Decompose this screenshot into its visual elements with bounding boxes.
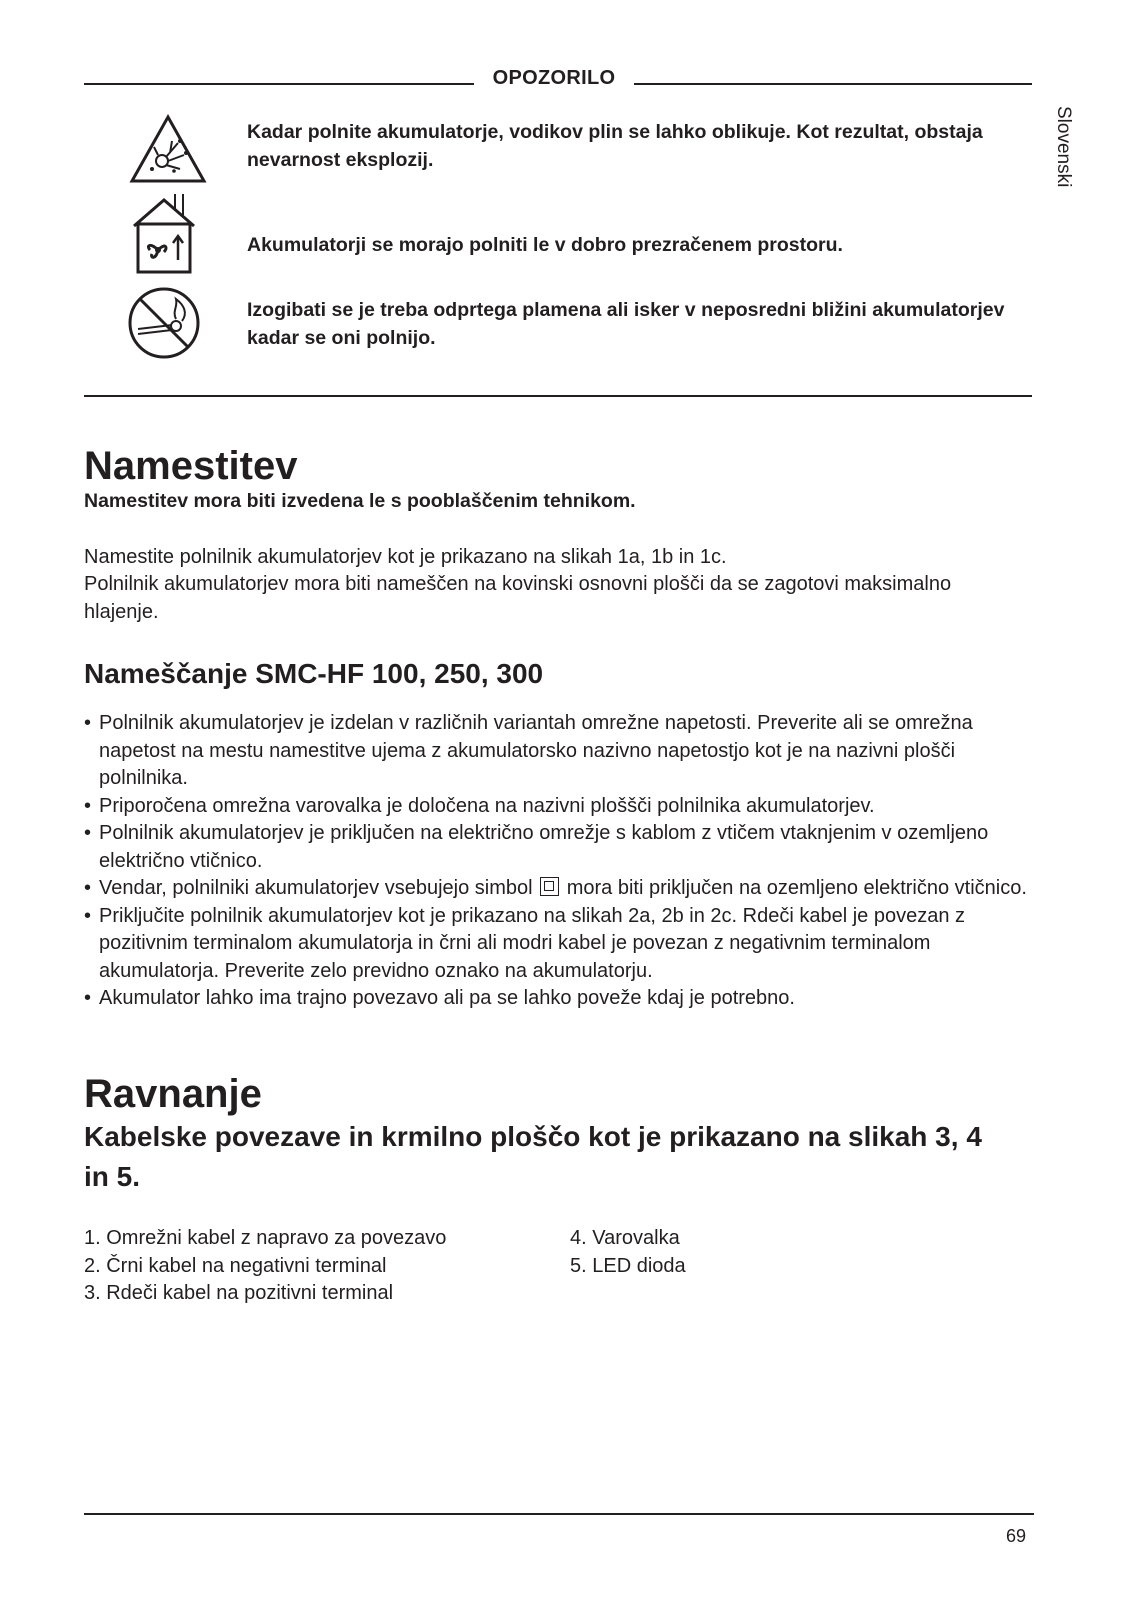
installation-heading: Namestitev [84, 444, 298, 488]
page-number: 69 [1006, 1526, 1027, 1546]
installation-subheading: Namestitev mora biti izvedena le s pooblaščenim tehnikom. [84, 490, 636, 512]
installation-paragraph-line2: Polnilnik akumulatorjev mora biti nameščen na kovinski osnovni plošči da se zagotovi maksimalno hlajenje. [84, 573, 952, 623]
mounting-heading: Nameščanje SMC-HF 100, 250, 300 [84, 658, 544, 689]
list-item: • Polnilnik akumulatorjev je izdelan v različnih variantah omrežne napetosti. Preverite ali se omrežna napetost na mestu namestitve ujema z akumulatorsko nazivno napetostjo kot je na nazivni plošči polnilnika. [84, 710, 1044, 793]
alignment-heading: Ravnanje [84, 1072, 262, 1116]
list-item: • Priporočena omrežna varovalka je določena na nazivni ploššči polnilnika akumulatorjev. [84, 793, 1044, 821]
explosion-warning-icon [128, 113, 208, 190]
list-item: 3. Rdeči kabel na pozitivni terminal [84, 1282, 394, 1304]
alignment-left-list [84, 1225, 446, 1308]
language-tab: Slovenski [1053, 106, 1074, 188]
installation-paragraph-line1: Namestite polnilnik akumulatorjev kot je prikazano na slikah 1a, 1b in 1c. [84, 546, 727, 568]
warning-top-rule-right [634, 83, 1032, 85]
warning-top-rule-left [84, 83, 474, 85]
list-item: 4. Varovalka [570, 1227, 680, 1249]
list-item: • Polnilnik akumulatorjev je priključen na električno omrežje s kablom z vtičem vtaknjenim v ozemljeno električno vtičnico. [84, 820, 1044, 875]
list-item [84, 875, 1044, 903]
warning-bottom-rule [84, 395, 1032, 397]
warning-text-ventilation: Akumulatorji se morajo polniti le v dobro prezračenem prostoru. [247, 234, 843, 256]
alignment-subheading: Kabelske povezave in krmilno ploščo kot je prikazano na slikah 3, 4 in 5. [84, 1121, 982, 1192]
ventilation-house-icon [128, 190, 200, 281]
no-open-flame-icon [126, 285, 202, 366]
list-item: • Priključite polnilnik akumulatorjev kot je prikazano na slikah 2a, 2b in 2c. Rdeči kabel je povezan z pozitivnim terminalom akumulatorja in črni ali modri kabel je povezan z negativnim terminalom akumulatorja. Preverite zelo previdno oznako na akumulatorju. [84, 903, 1044, 986]
warning-title: OPOZORILO [474, 67, 634, 90]
symbol-bullet-after: mora biti priključen na ozemljeno električno vtičnico. [566, 877, 1027, 899]
list-item: 1. Omrežni kabel z napravo za povezavo [84, 1227, 447, 1249]
footer-rule [84, 1513, 1034, 1515]
mounting-bullet-list [84, 710, 1044, 1013]
list-item: • Akumulator lahko ima trajno povezavo ali pa se lahko poveže kdaj je potrebno. [84, 985, 1044, 1013]
list-item: 5. LED dioda [570, 1254, 686, 1277]
list-item: 2. Črni kabel na negativni terminal [84, 1254, 387, 1277]
symbol-bullet-before: Vendar, polnilniki akumulatorjev vsebujejo simbol [99, 877, 533, 899]
warning-text-flame: Izogibati se je treba odprtega plamena ali isker v neposredni bližini akumulatorjev kadar se oni polnijo. [247, 299, 1005, 349]
double-insulation-symbol-icon [540, 877, 559, 896]
warning-text-explosion: Kadar polnite akumulatorje, vodikov plin se lahko oblikuje. Kot rezultat, obstaja nevarnost eksplozij. [247, 121, 983, 171]
alignment-right-list [570, 1225, 686, 1280]
